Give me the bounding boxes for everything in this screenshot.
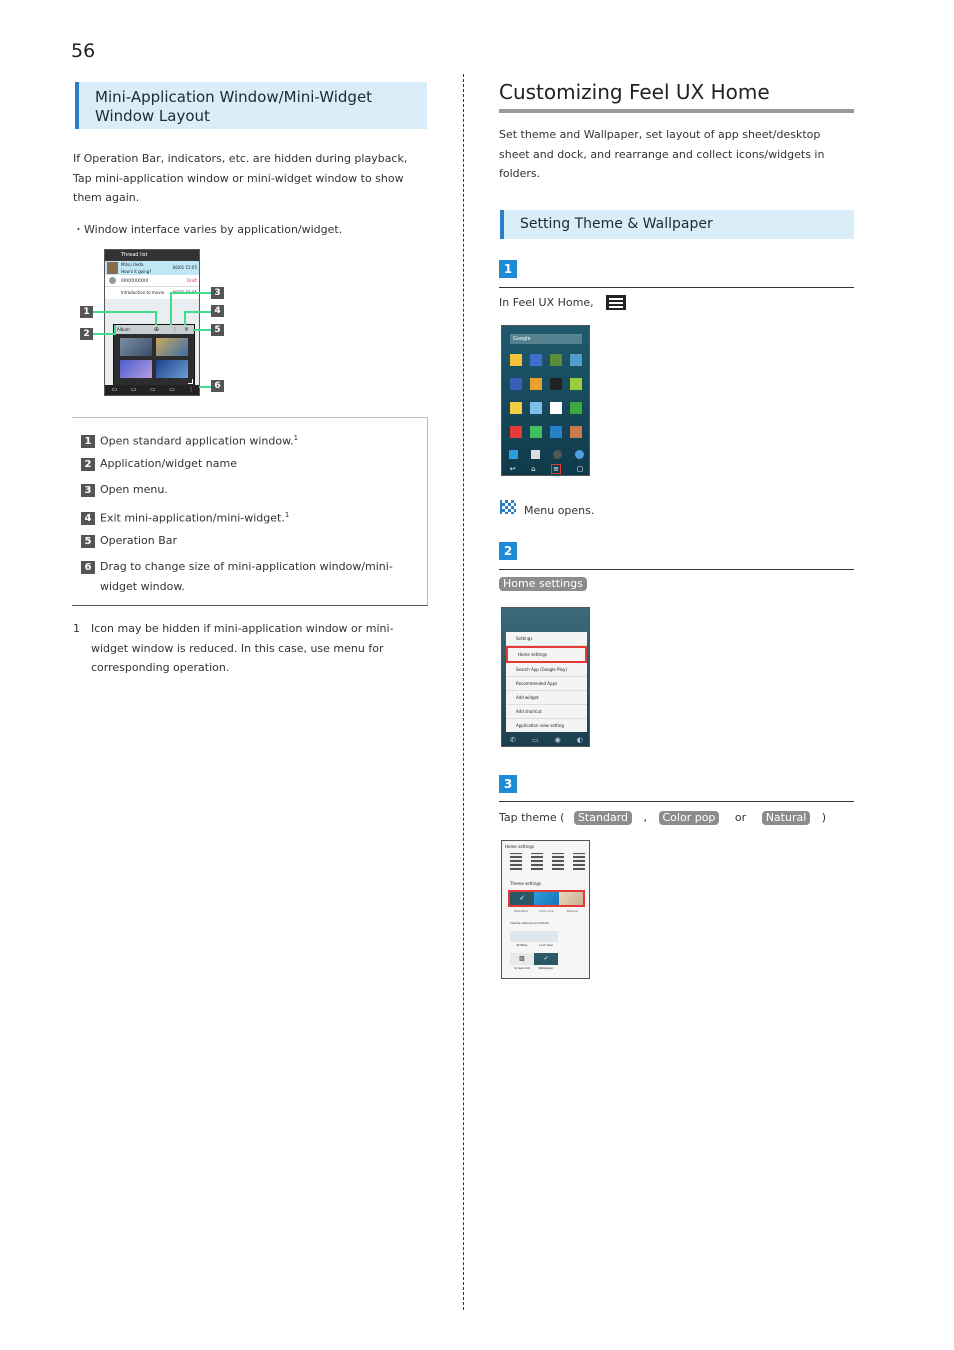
app-icon[interactable] bbox=[550, 378, 562, 390]
legend-item: 5 Operation Bar bbox=[81, 531, 177, 551]
title-rule bbox=[499, 109, 854, 113]
photo-thumbnail bbox=[120, 360, 152, 378]
legend-item-cont: widget window. bbox=[100, 580, 185, 593]
theme-standard[interactable]: ✓ bbox=[510, 892, 534, 905]
mini-window-titlebar: Album ⊕ ⋮ × bbox=[114, 325, 194, 334]
app-grid bbox=[510, 354, 584, 438]
heading-line-1: Mini-Application Window/Mini-Widget bbox=[95, 88, 373, 106]
section-heading bbox=[75, 82, 427, 129]
close-icon[interactable]: × bbox=[184, 326, 190, 333]
page-number: 56 bbox=[71, 40, 96, 62]
step3-text: Tap theme ( Standard , Color pop or Natural ) bbox=[499, 811, 827, 824]
step-rule bbox=[499, 287, 854, 288]
theme-natural[interactable] bbox=[559, 892, 583, 905]
app-icon[interactable] bbox=[530, 378, 542, 390]
screen-title: Home settings bbox=[505, 844, 535, 849]
result-flag-icon bbox=[500, 500, 516, 514]
step-badge-3: 3 bbox=[499, 775, 517, 793]
options-label: Theme options (icon/font) bbox=[510, 921, 549, 925]
app-icon[interactable] bbox=[530, 402, 542, 414]
page-title: Customizing Feel UX Home bbox=[499, 80, 770, 104]
theme-names: Standard Color pop Natural bbox=[514, 909, 578, 913]
tool-icon[interactable]: ▭ bbox=[149, 386, 156, 393]
heading-line-2: Window Layout bbox=[95, 107, 210, 125]
app-icon[interactable] bbox=[570, 426, 582, 438]
home-screen-figure bbox=[501, 325, 590, 476]
browser-icon[interactable]: ◐ bbox=[576, 735, 583, 744]
app-icon[interactable] bbox=[550, 426, 562, 438]
option-names: Profiles Lock feel bbox=[516, 943, 553, 947]
callout-line bbox=[93, 333, 115, 335]
app-icon[interactable] bbox=[570, 354, 582, 366]
callout-6: 6 bbox=[211, 380, 224, 392]
nav-bar bbox=[502, 462, 590, 475]
camera-icon[interactable]: ▭ bbox=[169, 386, 175, 393]
callout-line bbox=[199, 386, 211, 388]
recent-icon[interactable]: ▢ bbox=[576, 464, 584, 473]
photo-thumbnail bbox=[156, 360, 188, 378]
natural-pill: Natural bbox=[762, 811, 811, 825]
train-icon[interactable]: ▭ bbox=[130, 386, 137, 393]
mail-icon[interactable]: ▭ bbox=[531, 735, 539, 744]
photo-thumbnail bbox=[120, 338, 152, 356]
screen-title: Thread list bbox=[105, 250, 199, 261]
phone-icon[interactable]: ✆ bbox=[510, 735, 516, 744]
wallpaper-option[interactable]: ✓ bbox=[534, 953, 558, 965]
menu-item[interactable]: Add widget bbox=[506, 691, 587, 705]
callout-line bbox=[114, 325, 116, 335]
intro-line: If Operation Bar, indicators, etc. are hidden during playback, bbox=[73, 152, 408, 165]
callout-4: 4 bbox=[211, 305, 224, 317]
legend-item: 2 Application/widget name bbox=[81, 454, 237, 474]
menu-screen-figure bbox=[501, 607, 590, 747]
wallpaper-names: Screen list Wallpaper bbox=[514, 966, 554, 970]
menu-item[interactable]: Recommended Apps bbox=[506, 677, 587, 691]
profile-option[interactable] bbox=[510, 931, 534, 942]
callout-line bbox=[184, 311, 211, 313]
menu-item[interactable]: Settings bbox=[506, 632, 587, 646]
home-icon[interactable]: ⌂ bbox=[531, 464, 536, 473]
back-icon[interactable]: ↩ bbox=[509, 464, 516, 473]
app-icon[interactable] bbox=[510, 426, 522, 438]
subsection-heading: Setting Theme & Wallpaper bbox=[500, 210, 854, 239]
callout-3: 3 bbox=[211, 287, 224, 299]
avatar bbox=[107, 262, 118, 274]
image-icon[interactable]: ▨ bbox=[510, 953, 534, 965]
step-rule bbox=[499, 569, 854, 570]
legend-item: 1 Open standard application window.$^1$ bbox=[81, 428, 298, 452]
callout-5: 5 bbox=[211, 324, 224, 336]
callout-line bbox=[170, 292, 172, 325]
resize-handle-icon[interactable] bbox=[188, 379, 193, 384]
avatar bbox=[109, 277, 116, 284]
app-icon[interactable] bbox=[550, 354, 562, 366]
open-standard-icon[interactable]: ⊕ bbox=[154, 326, 160, 333]
layout-icon[interactable] bbox=[573, 853, 585, 870]
theme-color-pop[interactable] bbox=[534, 892, 558, 905]
phone-icon[interactable] bbox=[509, 450, 518, 459]
step1-text: In Feel UX Home, bbox=[499, 296, 594, 309]
callout-line bbox=[193, 329, 211, 331]
app-icon[interactable] bbox=[510, 354, 522, 366]
theme-label: Theme settings bbox=[510, 881, 542, 886]
intro-paragraph bbox=[73, 149, 433, 208]
operation-bar bbox=[105, 385, 200, 395]
footnote-number: 1 bbox=[73, 622, 80, 635]
intro-line: them again. bbox=[73, 191, 140, 204]
dock bbox=[502, 447, 590, 461]
more-icon[interactable]: ⋮ bbox=[188, 386, 195, 393]
layout-options bbox=[510, 853, 585, 870]
menu-item[interactable]: Application view setting bbox=[516, 723, 564, 728]
car-icon[interactable]: ▭ bbox=[111, 386, 118, 393]
browser-icon[interactable] bbox=[575, 450, 584, 459]
list-row: Introduction to movie bbox=[105, 287, 199, 299]
callout-2: 2 bbox=[80, 328, 93, 340]
footnote-text: Icon may be hidden if mini-application window or mini- widget window is reduced. In this case, use menu for corresponding operation. bbox=[91, 622, 394, 674]
callout-1: 1 bbox=[80, 306, 93, 318]
color-pop-pill: Color pop bbox=[659, 811, 720, 825]
layout-icon[interactable] bbox=[510, 853, 522, 870]
menu-icon[interactable]: ⋮ bbox=[172, 326, 178, 333]
list-row: Mitsu Ueda How's it going? 06/01 15:05 bbox=[105, 261, 199, 275]
menu-item[interactable]: Add shortcut bbox=[506, 705, 587, 719]
callout-line bbox=[93, 311, 156, 313]
dock bbox=[502, 733, 590, 746]
legend-item: 3 Open menu. bbox=[81, 480, 168, 500]
app-icon[interactable] bbox=[570, 378, 582, 390]
callout-line bbox=[184, 311, 186, 325]
legend-item: 6 Drag to change size of mini-application window/mini- bbox=[81, 557, 393, 577]
app-icon[interactable] bbox=[570, 402, 582, 414]
legend-item: 4 Exit mini-application/mini-widget.$^1$ bbox=[81, 505, 289, 529]
layout-icon[interactable] bbox=[552, 853, 564, 870]
mini-app-window[interactable] bbox=[113, 324, 195, 386]
right-intro: Set theme and Wallpaper, set layout of app sheet/desktop sheet and dock, and rearrange and collect icons/widgets in folders. bbox=[499, 128, 825, 180]
app-icon[interactable] bbox=[510, 402, 522, 414]
callout-line bbox=[170, 292, 211, 294]
search-bar[interactable]: Google bbox=[510, 334, 582, 344]
menu-item[interactable]: Search App (Google Play) bbox=[506, 663, 587, 677]
step1-result: Menu opens. bbox=[524, 504, 595, 517]
theme-screen-figure bbox=[501, 840, 590, 979]
menu-icon[interactable]: ≡ bbox=[553, 464, 560, 473]
mail-icon[interactable] bbox=[531, 450, 540, 459]
menu-key-icon bbox=[606, 295, 626, 310]
legend-box bbox=[72, 417, 428, 606]
list-row: 0XXXXXXXXX Draft bbox=[105, 275, 199, 287]
lock-option[interactable] bbox=[534, 931, 558, 942]
apps-icon[interactable] bbox=[553, 450, 562, 459]
step-rule bbox=[499, 801, 854, 802]
menu-item-home-settings[interactable]: Home settings bbox=[506, 646, 587, 663]
layout-icon[interactable] bbox=[531, 853, 543, 870]
app-icon[interactable] bbox=[530, 354, 542, 366]
intro-line: Tap mini-application window or mini-widget window to show bbox=[73, 171, 404, 185]
home-settings-pill: Home settings bbox=[499, 577, 587, 591]
app-icon[interactable] bbox=[550, 402, 562, 414]
apps-icon[interactable]: ◉ bbox=[554, 735, 561, 744]
step-badge-1: 1 bbox=[499, 260, 517, 278]
column-divider bbox=[463, 74, 464, 1310]
photo-thumbnail bbox=[156, 338, 188, 356]
theme-options bbox=[508, 890, 585, 907]
app-icon[interactable] bbox=[510, 378, 522, 390]
callout-line bbox=[155, 311, 157, 325]
app-icon[interactable] bbox=[530, 426, 542, 438]
bullet-note: ・Window interface varies by application/widget. bbox=[73, 223, 343, 236]
step-badge-2: 2 bbox=[499, 542, 517, 560]
options-menu bbox=[506, 632, 587, 732]
standard-pill: Standard bbox=[574, 811, 632, 825]
